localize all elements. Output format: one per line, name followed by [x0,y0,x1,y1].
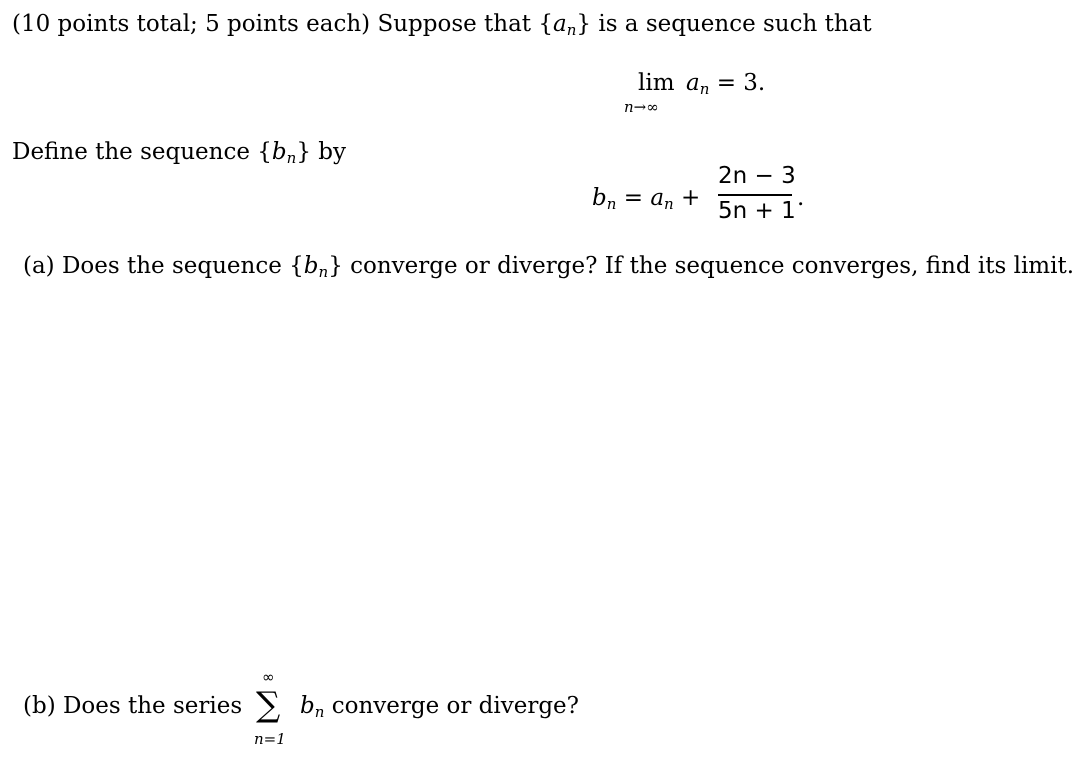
part-b-sub: n [314,703,325,721]
part-b-rest [300,692,579,722]
fraction-numerator: 2n − 3 [718,163,796,189]
lim-var: a [686,70,700,96]
def-a-sub: n [664,195,674,213]
fraction-bar [718,194,792,196]
part-b-var: b [300,693,315,719]
part-a-question [23,252,1074,282]
part-a-suffix: } converge or diverge? If the sequence converges, find its limit. [328,253,1075,279]
limit-equation [624,70,784,120]
lim-subscript: n→∞ [624,98,659,116]
lim-expression [686,70,765,96]
problem-intro [12,10,872,40]
fraction-denominator: 5n + 1 [718,198,796,224]
sigma-symbol: ∑ [256,685,281,725]
part-a-sub: n [318,263,329,281]
definition-lhs [592,185,700,211]
intro-var: a [553,11,567,37]
part-a-prefix: (a) Does the sequence { [23,253,304,279]
part-a-var: b [303,253,319,279]
def-eq: = [616,185,651,211]
define-suffix: } by [296,139,346,165]
part-b-prefix: (b) Does the series [23,693,243,719]
lim-var-sub: n [699,80,710,98]
intro-prefix: (10 points total; 5 points each) Suppose that { [12,11,553,37]
definition-equation [592,160,832,230]
part-b-suffix: converge or diverge? [324,693,580,719]
intro-sub: n [566,21,577,39]
def-a-var: a [650,185,665,211]
def-b-var: b [592,185,607,211]
summation [254,668,294,758]
define-var: b [271,139,287,165]
part-b-question [23,692,242,720]
lim-word: lim [638,70,675,96]
def-b-sub: n [606,195,617,213]
sum-upper-limit: ∞ [262,668,275,686]
intro-suffix: } is a sequence such that [576,11,872,37]
define-prefix: Define the sequence { [12,139,272,165]
sum-lower-limit: n=1 [254,730,286,748]
lim-rhs: = 3. [716,70,766,96]
def-plus: + [673,185,701,211]
definition-period: . [797,185,805,211]
define-line [12,138,346,168]
define-sub: n [286,149,297,167]
